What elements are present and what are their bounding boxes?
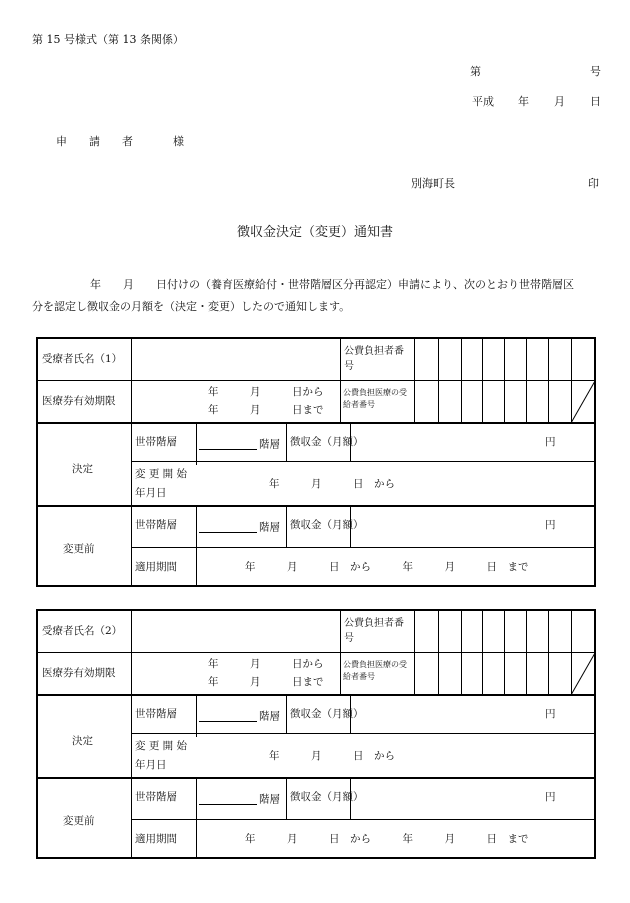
date-day: 日: [590, 95, 601, 108]
change-start-date: 年 月 日 から: [269, 478, 395, 490]
patient-name-label: 受療者氏名（1）: [42, 353, 123, 365]
addressee-sama: 様: [173, 135, 184, 148]
household-level-field[interactable]: [196, 439, 280, 450]
household-level-field[interactable]: [196, 711, 280, 722]
period-dates: 年 月 日 から 年 月 日 まで: [245, 561, 529, 573]
patient-name-label: 受療者氏名（2）: [42, 625, 123, 637]
period-dates: 年 月 日 から 年 月 日 まで: [245, 833, 529, 845]
issuer-name: 別海町長: [411, 177, 455, 190]
change-start-label-2: 年月日: [135, 759, 167, 771]
levy-label: 徴収金（月額）: [290, 791, 364, 803]
body-text: [32, 274, 602, 318]
decision-label: 決定: [72, 735, 93, 747]
payer-number-label: 公費負担者番号: [344, 346, 404, 372]
before-change-label: 変更前: [63, 815, 95, 827]
body-line-1: 年 月 日付けの（養育医療給付・世帯階層区分再認定）申請により、次のとおり世帯階層区: [90, 278, 574, 291]
household-level-field[interactable]: [196, 794, 280, 805]
validity-from: 年 月 日から: [208, 658, 324, 670]
issuer-seal: 印: [588, 177, 599, 190]
doc-number-suffix: 号: [590, 65, 601, 78]
date-year: 年: [518, 95, 529, 108]
kaiso-label: 階層: [259, 793, 280, 806]
household-level-label: 世帯階層: [135, 791, 177, 803]
notice-table-2: [36, 609, 596, 859]
household-level-label: 世帯階層: [135, 708, 177, 720]
document-title: 徴収金決定（変更）通知書: [236, 225, 393, 240]
validity-to: 年 月 日まで: [208, 404, 324, 416]
kaiso-label: 階層: [259, 710, 280, 723]
yen-label: 円: [545, 519, 556, 531]
kaiso-label: 階層: [259, 521, 280, 534]
change-start-label: 変 更 開 始: [135, 468, 188, 480]
levy-label: 徴収金（月額）: [290, 519, 364, 531]
diagonal-slash: [571, 653, 595, 695]
yen-label: 円: [545, 436, 556, 448]
yen-label: 円: [545, 708, 556, 720]
validity-from: 年 月 日から: [208, 386, 324, 398]
payer-number-label: 公費負担者番号: [344, 618, 404, 644]
change-start-date: 年 月 日 から: [269, 750, 395, 762]
diagonal-slash: [571, 381, 595, 423]
form-number: 第 15 号様式（第 13 条関係）: [32, 33, 184, 46]
levy-label: 徴収金（月額）: [290, 708, 364, 720]
addressee-applicant: 申 請 者: [56, 135, 133, 148]
household-level-label: 世帯階層: [135, 436, 177, 448]
before-change-label: 変更前: [63, 543, 95, 555]
validity-label: 医療券有効期限: [42, 395, 116, 407]
change-start-label-2: 年月日: [135, 487, 167, 499]
decision-label: 決定: [72, 463, 93, 475]
body-line-2: 分を認定し徴収金の月額を（決定・変更）したので通知します。: [32, 300, 351, 313]
levy-label: 徴収金（月額）: [290, 436, 364, 448]
notice-table-1: [36, 337, 596, 587]
date-month: 月: [554, 95, 565, 108]
validity-label: 医療券有効期限: [42, 667, 116, 679]
recipient-number-label: 公費負担医療の受給者番号: [343, 388, 407, 409]
recipient-number-label: 公費負担医療の受給者番号: [343, 660, 407, 681]
date-era: 平成: [472, 95, 494, 108]
validity-to: 年 月 日まで: [208, 676, 324, 688]
period-label: 適用期間: [135, 833, 177, 845]
period-label: 適用期間: [135, 561, 177, 573]
yen-label: 円: [545, 791, 556, 803]
change-start-label: 変 更 開 始: [135, 740, 188, 752]
kaiso-label: 階層: [259, 438, 280, 451]
doc-number-prefix: 第: [470, 65, 481, 78]
household-level-field[interactable]: [196, 522, 280, 533]
household-level-label: 世帯階層: [135, 519, 177, 531]
